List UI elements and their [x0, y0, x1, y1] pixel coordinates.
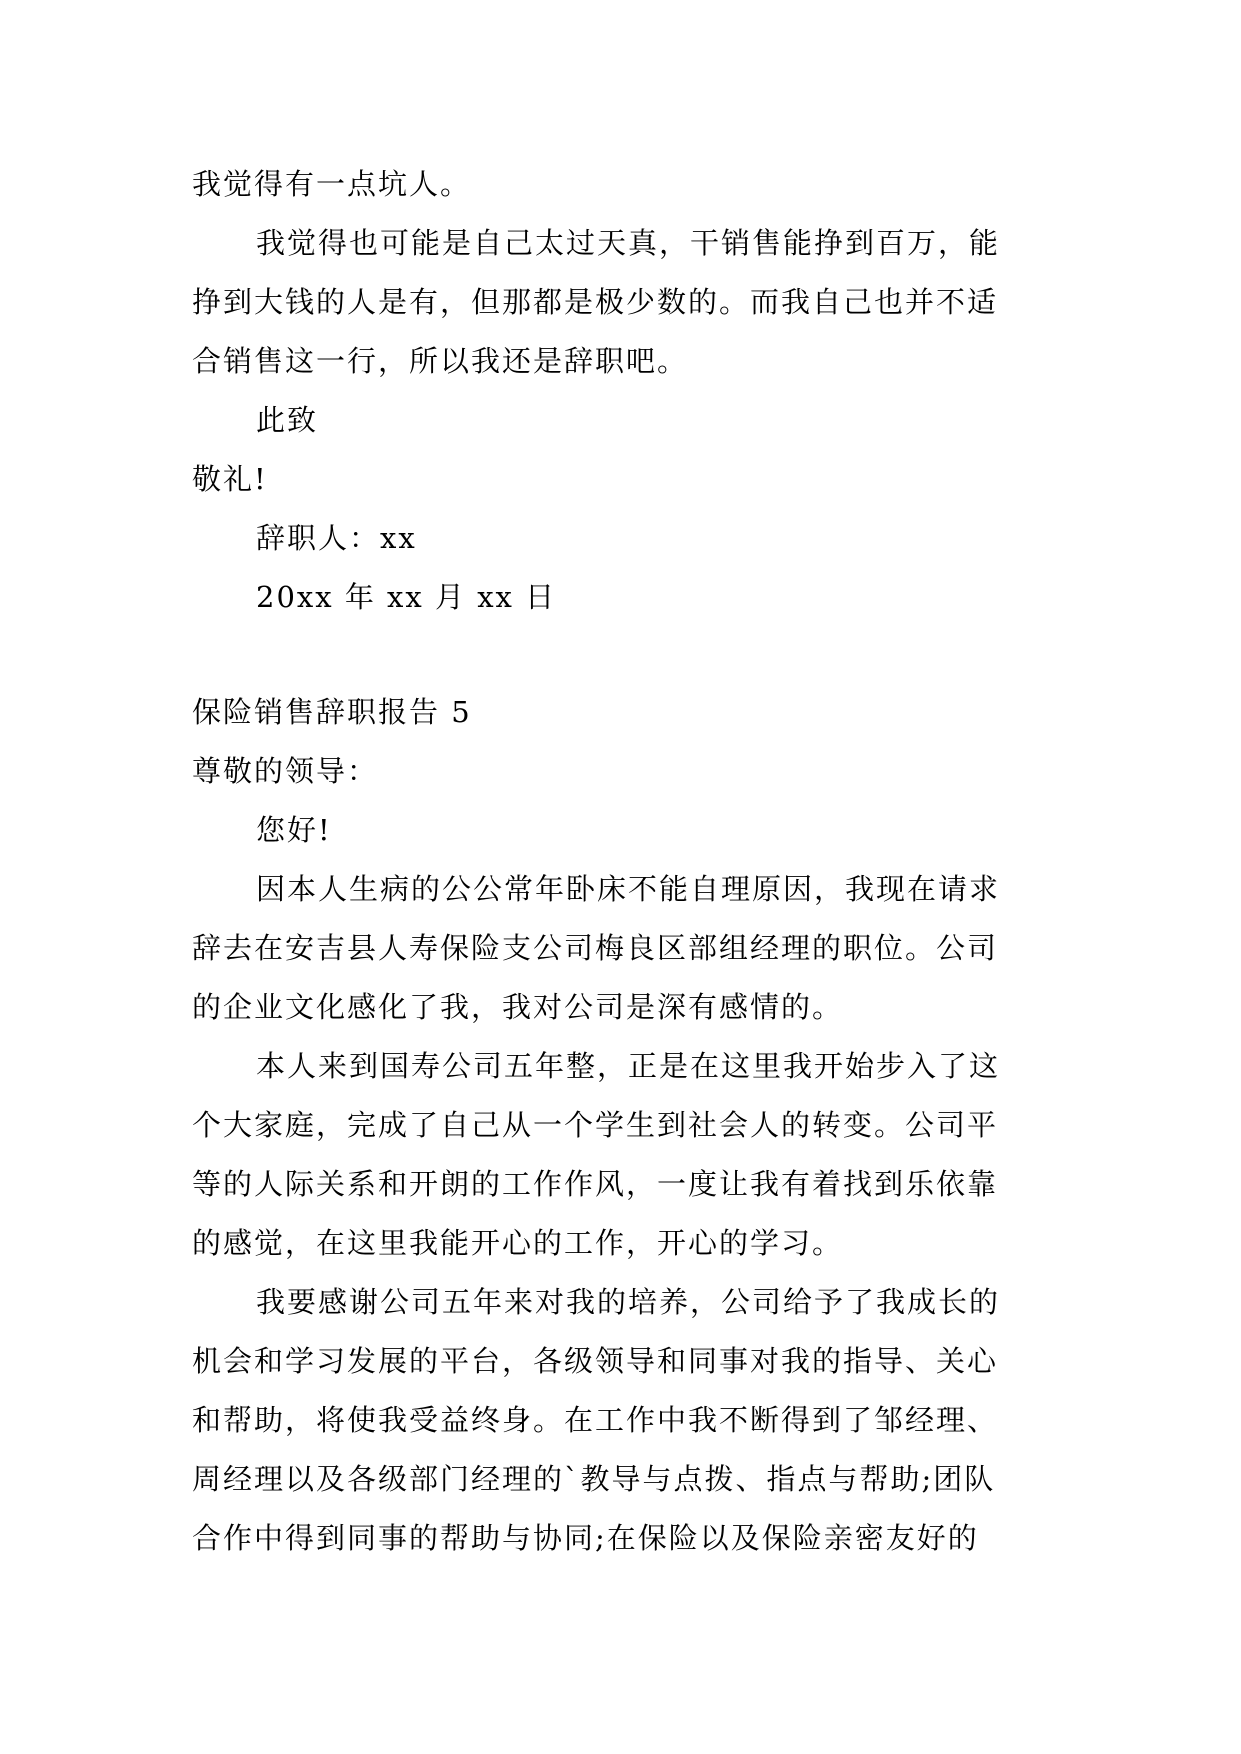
text-line: 的企业文化感化了我，我对公司是深有感情的。 — [192, 990, 844, 1024]
date-line: 20xx 年 xx 月 xx 日 — [256, 580, 557, 614]
text-line: 和帮助，将使我受益终身。在工作中我不断得到了邹经理、 — [192, 1403, 999, 1437]
text-line: 等的人际关系和开朗的工作作风，一度让我有着找到乐依靠 — [192, 1167, 999, 1201]
text-line: 合作中得到同事的帮助与协同;在保险以及保险亲密友好的 — [192, 1521, 979, 1555]
salutation: 尊敬的领导： — [192, 754, 379, 788]
text-line: 机会和学习发展的平台，各级领导和同事对我的指导、关心 — [192, 1344, 999, 1378]
text-line: 周经理以及各级部门经理的`教导与点拨、指点与帮助;团队 — [192, 1462, 996, 1496]
section-title: 保险销售辞职报告 5 — [192, 695, 472, 729]
text-line: 辞去在安吉县人寿保险支公司梅良区部组经理的职位。公司 — [192, 931, 999, 965]
text-line: 我觉得有一点坑人。 — [192, 167, 472, 201]
signature-line: 辞职人：xx — [256, 521, 417, 555]
text-line: 的感觉，在这里我能开心的工作，开心的学习。 — [192, 1226, 844, 1260]
text-line: 本人来到国寿公司五年整，正是在这里我开始步入了这 — [256, 1049, 1001, 1083]
document-body — [192, 155, 1057, 1568]
closing-salutation: 此致 — [256, 403, 319, 437]
text-line: 我要感谢公司五年来对我的培养，公司给予了我成长的 — [256, 1285, 1001, 1319]
text-line: 个大家庭，完成了自己从一个学生到社会人的转变。公司平 — [192, 1108, 999, 1142]
text-line: 我觉得也可能是自己太过天真，干销售能挣到百万，能 — [256, 226, 1001, 260]
text-line: 合销售这一行，所以我还是辞职吧。 — [192, 344, 689, 378]
text-line: 因本人生病的公公常年卧床不能自理原因，我现在请求 — [256, 872, 1001, 906]
section-gap — [192, 627, 1057, 683]
text-line: 挣到大钱的人是有，但那都是极少数的。而我自己也并不适 — [192, 285, 999, 319]
greeting: 您好! — [256, 813, 332, 847]
closing-regards: 敬礼! — [192, 462, 268, 496]
